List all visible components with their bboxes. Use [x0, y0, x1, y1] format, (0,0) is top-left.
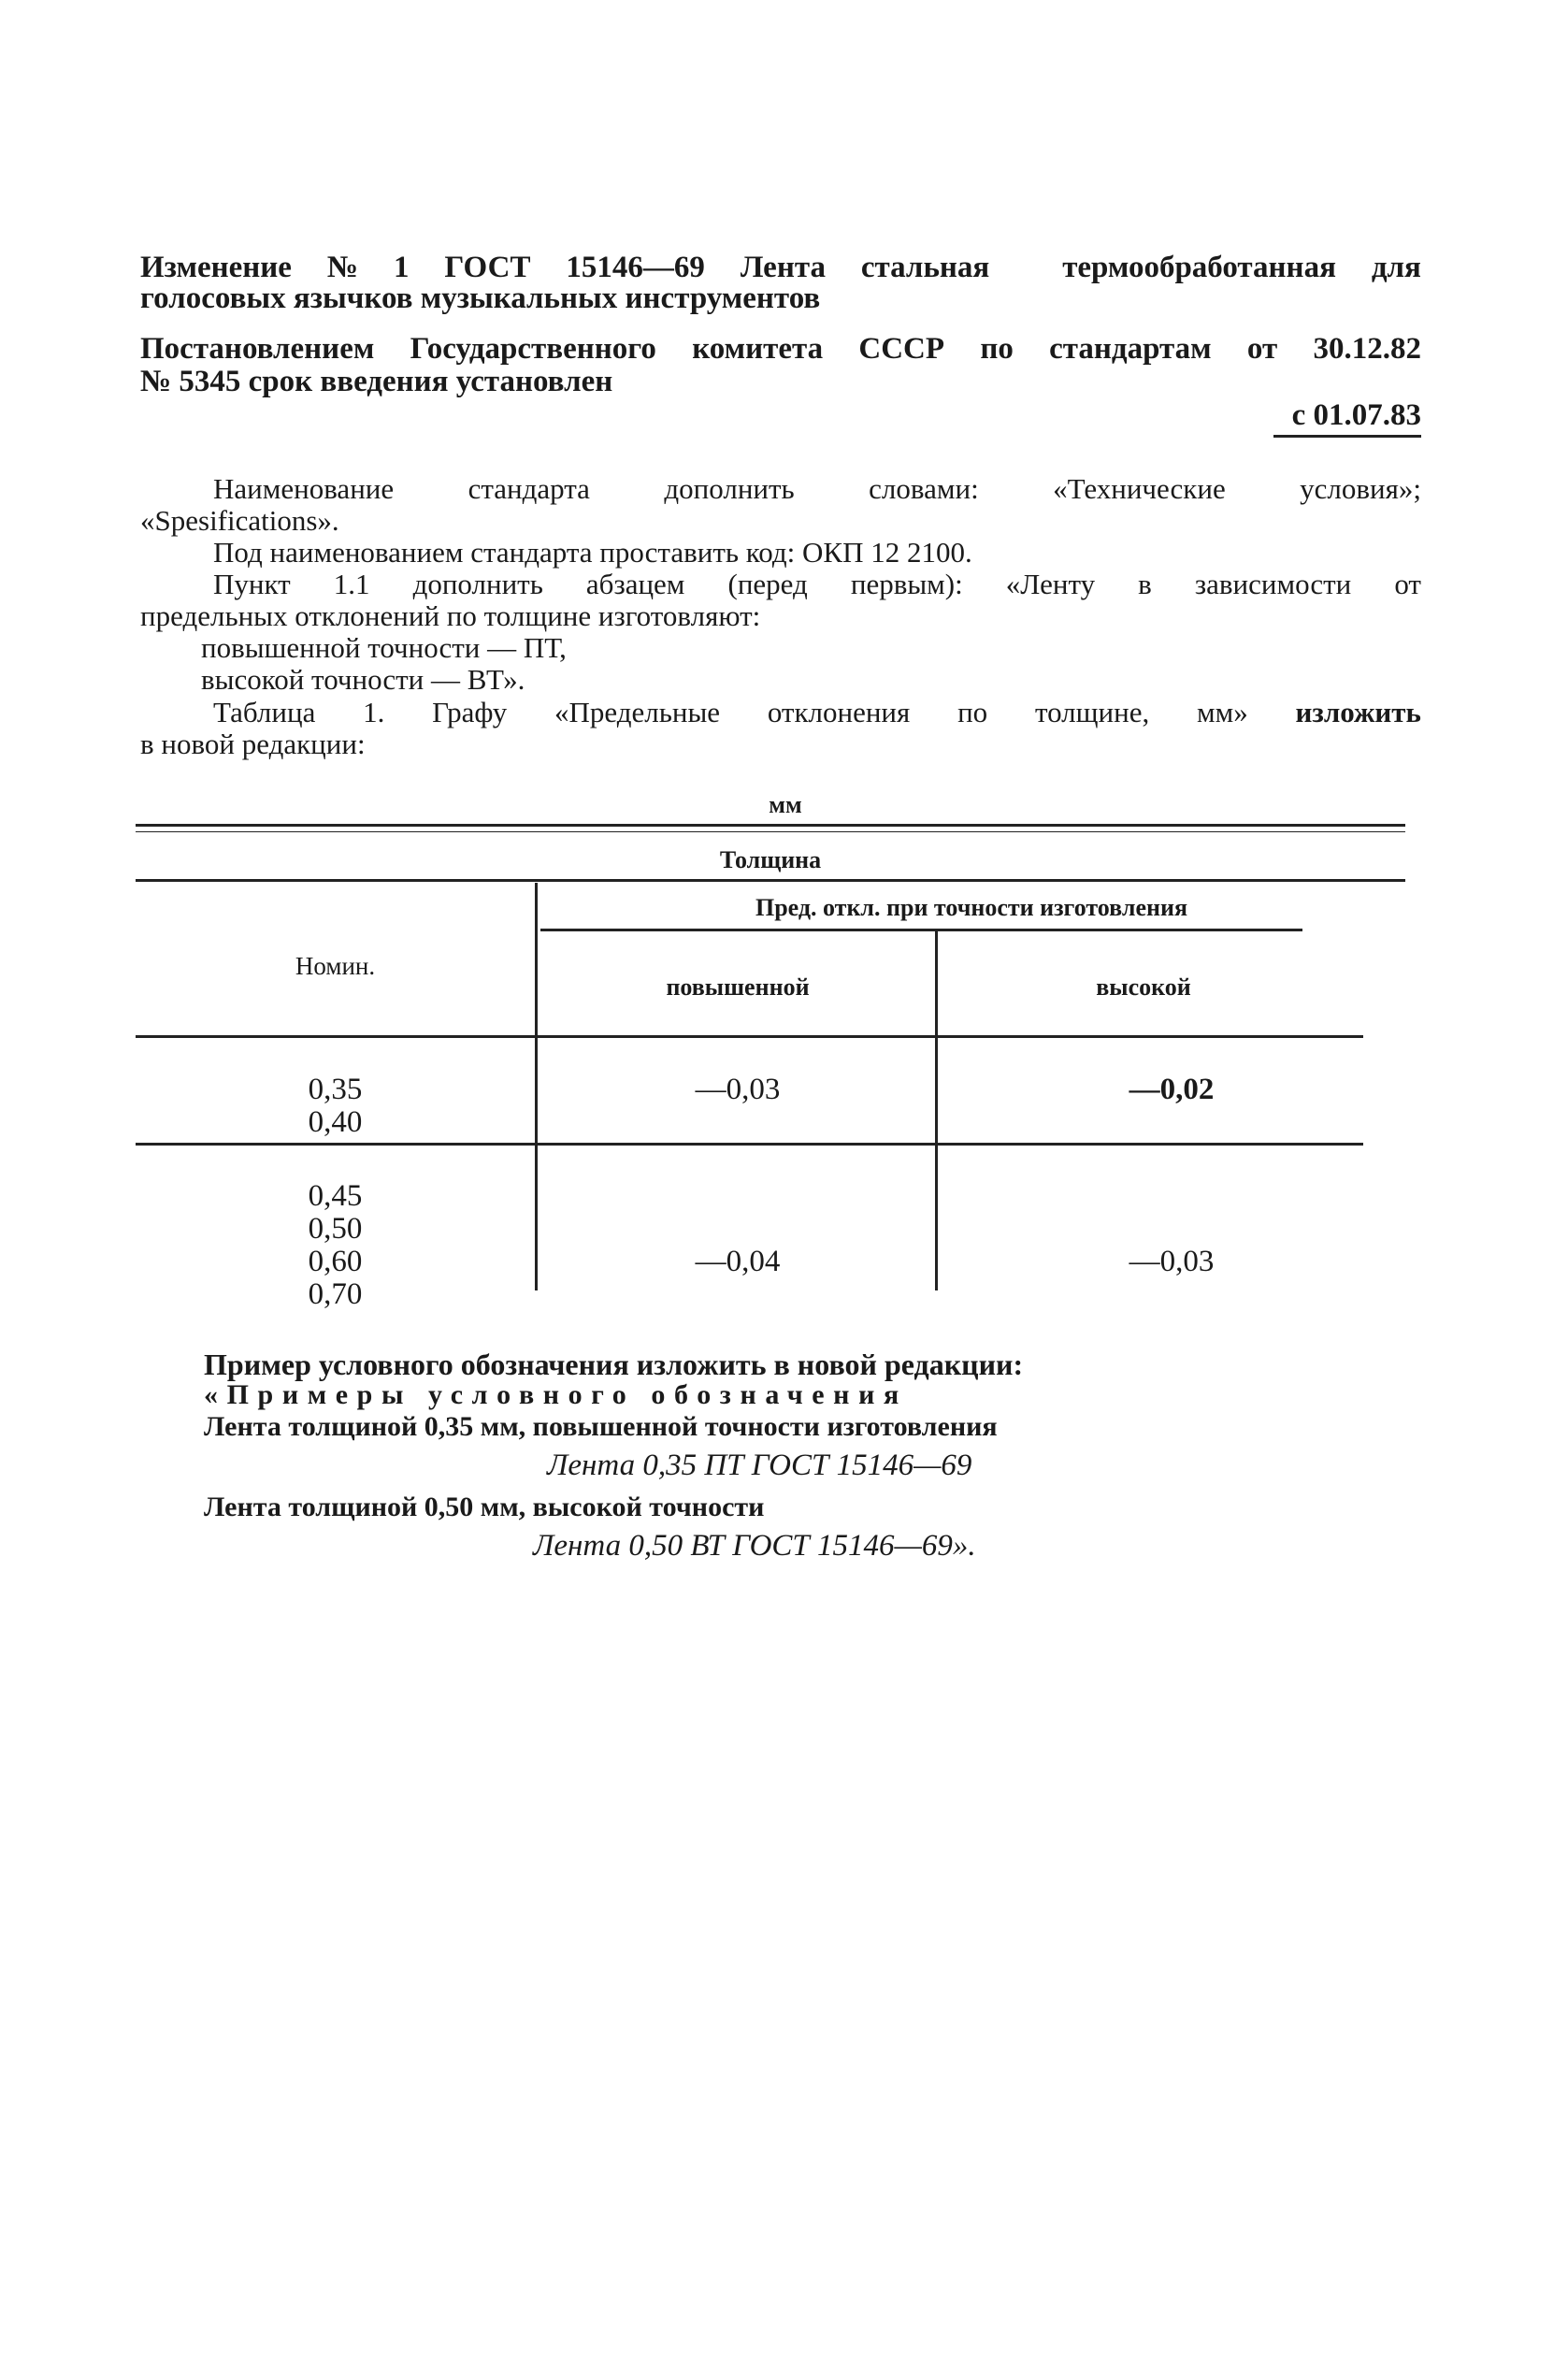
- paragraph-2: Под наименованием стандарта проставить код: ОКП 12 2100.: [213, 536, 972, 569]
- table-row-1-high: —0,02: [1129, 1073, 1215, 1106]
- table-col-nominal: Номин.: [295, 952, 376, 980]
- table-cell-value: 0,35: [308, 1073, 363, 1106]
- table-row-2-nominal: [136, 1180, 535, 1311]
- body-word: по: [957, 696, 988, 728]
- example-line-5: Лента толщиной 0,50 мм, высокой точности: [204, 1492, 765, 1522]
- body-word: Таблица: [213, 696, 316, 728]
- paragraph-3-line-2: предельных отклонений по толщине изготовляют:: [140, 599, 761, 632]
- header-word: для: [1371, 251, 1421, 284]
- body-word: отклонения: [767, 696, 911, 728]
- body-word: толщине,: [1034, 696, 1150, 728]
- table-vertical-rule-left: [535, 883, 538, 1290]
- header-word: комитета: [692, 332, 824, 366]
- example-line-6: Лента 0,50 ВТ ГОСТ 15146—69».: [533, 1529, 976, 1563]
- header-word: Лента: [740, 251, 826, 284]
- body-word: в: [1138, 568, 1152, 600]
- body-word: мм»: [1197, 696, 1248, 728]
- table-row-divider: [136, 1143, 1363, 1146]
- example-line-4: Лента 0,35 ПТ ГОСТ 15146—69: [547, 1449, 972, 1482]
- paragraph-3-line-1: [213, 569, 1421, 598]
- example-line-1: Пример условного обозначения изложить в новой редакции:: [204, 1348, 1024, 1381]
- table-top-rule: [136, 824, 1405, 827]
- header-line-1: [140, 252, 1421, 283]
- header-word: ГОСТ: [444, 251, 531, 284]
- body-word: стандарта: [468, 472, 590, 505]
- header-word: 30.12.82: [1313, 332, 1421, 366]
- paragraph-3-line-3: повышенной точности — ПТ,: [201, 631, 567, 664]
- table-cell-value: 0,50: [308, 1212, 363, 1246]
- body-word: условия»;: [1300, 472, 1421, 505]
- table-cell-value: 0,60: [308, 1245, 363, 1278]
- body-word: «Ленту: [1005, 568, 1096, 600]
- table-cell-value: 0,40: [308, 1105, 363, 1139]
- header-line-4: № 5345 срок введения установлен: [140, 365, 613, 398]
- header-word: Государственного: [410, 332, 656, 366]
- body-word: «Предельные: [554, 696, 721, 728]
- body-word: дополнить: [412, 568, 543, 600]
- header-word: стандартам: [1049, 332, 1212, 366]
- body-word: словами:: [869, 472, 979, 505]
- table-row-2-increased: —0,04: [695, 1245, 781, 1278]
- body-word: 1.: [363, 696, 385, 728]
- body-word: 1.1: [333, 568, 370, 600]
- header-word: от: [1246, 332, 1278, 366]
- paragraph-4-line-2: в новой редакции:: [140, 728, 366, 760]
- body-word: (перед: [727, 568, 808, 600]
- table-header-bottom-rule: [136, 1035, 1363, 1038]
- body-word: первым):: [850, 568, 963, 600]
- header-word: по: [980, 332, 1014, 366]
- body-word: изложить: [1295, 696, 1421, 728]
- paragraph-3-line-4: высокой точности — ВТ».: [201, 663, 525, 696]
- header-word: №: [326, 251, 359, 284]
- table-row-1-nominal: [136, 1074, 535, 1139]
- table-cell-value: 0,45: [308, 1179, 363, 1213]
- table-col-high: высокой: [1096, 973, 1191, 1001]
- effective-date-underline: [1273, 435, 1421, 438]
- example-line-2: «Примеры условного обозначения: [204, 1379, 908, 1410]
- table-row-1-increased: —0,03: [695, 1073, 781, 1106]
- body-word: дополнить: [664, 472, 795, 505]
- effective-date: с 01.07.83: [1291, 398, 1421, 432]
- header-word: Изменение: [140, 251, 292, 284]
- table-row-2-high: —0,03: [1129, 1245, 1215, 1278]
- header-word: стальная: [860, 251, 990, 284]
- example-line-3: Лента толщиной 0,35 мм, повышенной точности изготовления: [204, 1411, 998, 1442]
- paragraph-1-line-2: «Spesifications».: [140, 504, 339, 537]
- paragraph-4-line-1: [213, 698, 1421, 727]
- header-line-2: голосовых язычков музыкальных инструментов: [140, 281, 821, 315]
- header-word: термообработанная: [1062, 251, 1336, 284]
- header-word: Постановлением: [140, 332, 375, 366]
- table-col-increased: повышенной: [666, 973, 810, 1001]
- paragraph-1-line-1: [213, 474, 1421, 503]
- header-word: 1: [393, 251, 410, 284]
- table-header-rule: [136, 879, 1405, 882]
- header-line-3: [140, 334, 1421, 365]
- body-word: абзацем: [585, 568, 685, 600]
- body-word: «Технические: [1053, 472, 1226, 505]
- header-word: 15146—69: [566, 251, 705, 284]
- body-word: от: [1394, 568, 1421, 600]
- table-cell-value: 0,70: [308, 1277, 363, 1311]
- table-unit: мм: [769, 791, 802, 818]
- table-col-deviation-group: Пред. откл. при точности изготовления: [755, 894, 1188, 921]
- table-subheader-rule: [540, 929, 1302, 931]
- header-word: СССР: [858, 332, 945, 366]
- body-word: зависимости: [1194, 568, 1352, 600]
- body-word: Пункт: [213, 568, 291, 600]
- table-group-header: Толщина: [719, 846, 822, 873]
- body-word: Графу: [432, 696, 508, 728]
- table-top-rule-thin: [136, 831, 1405, 832]
- body-word: Наименование: [213, 472, 395, 505]
